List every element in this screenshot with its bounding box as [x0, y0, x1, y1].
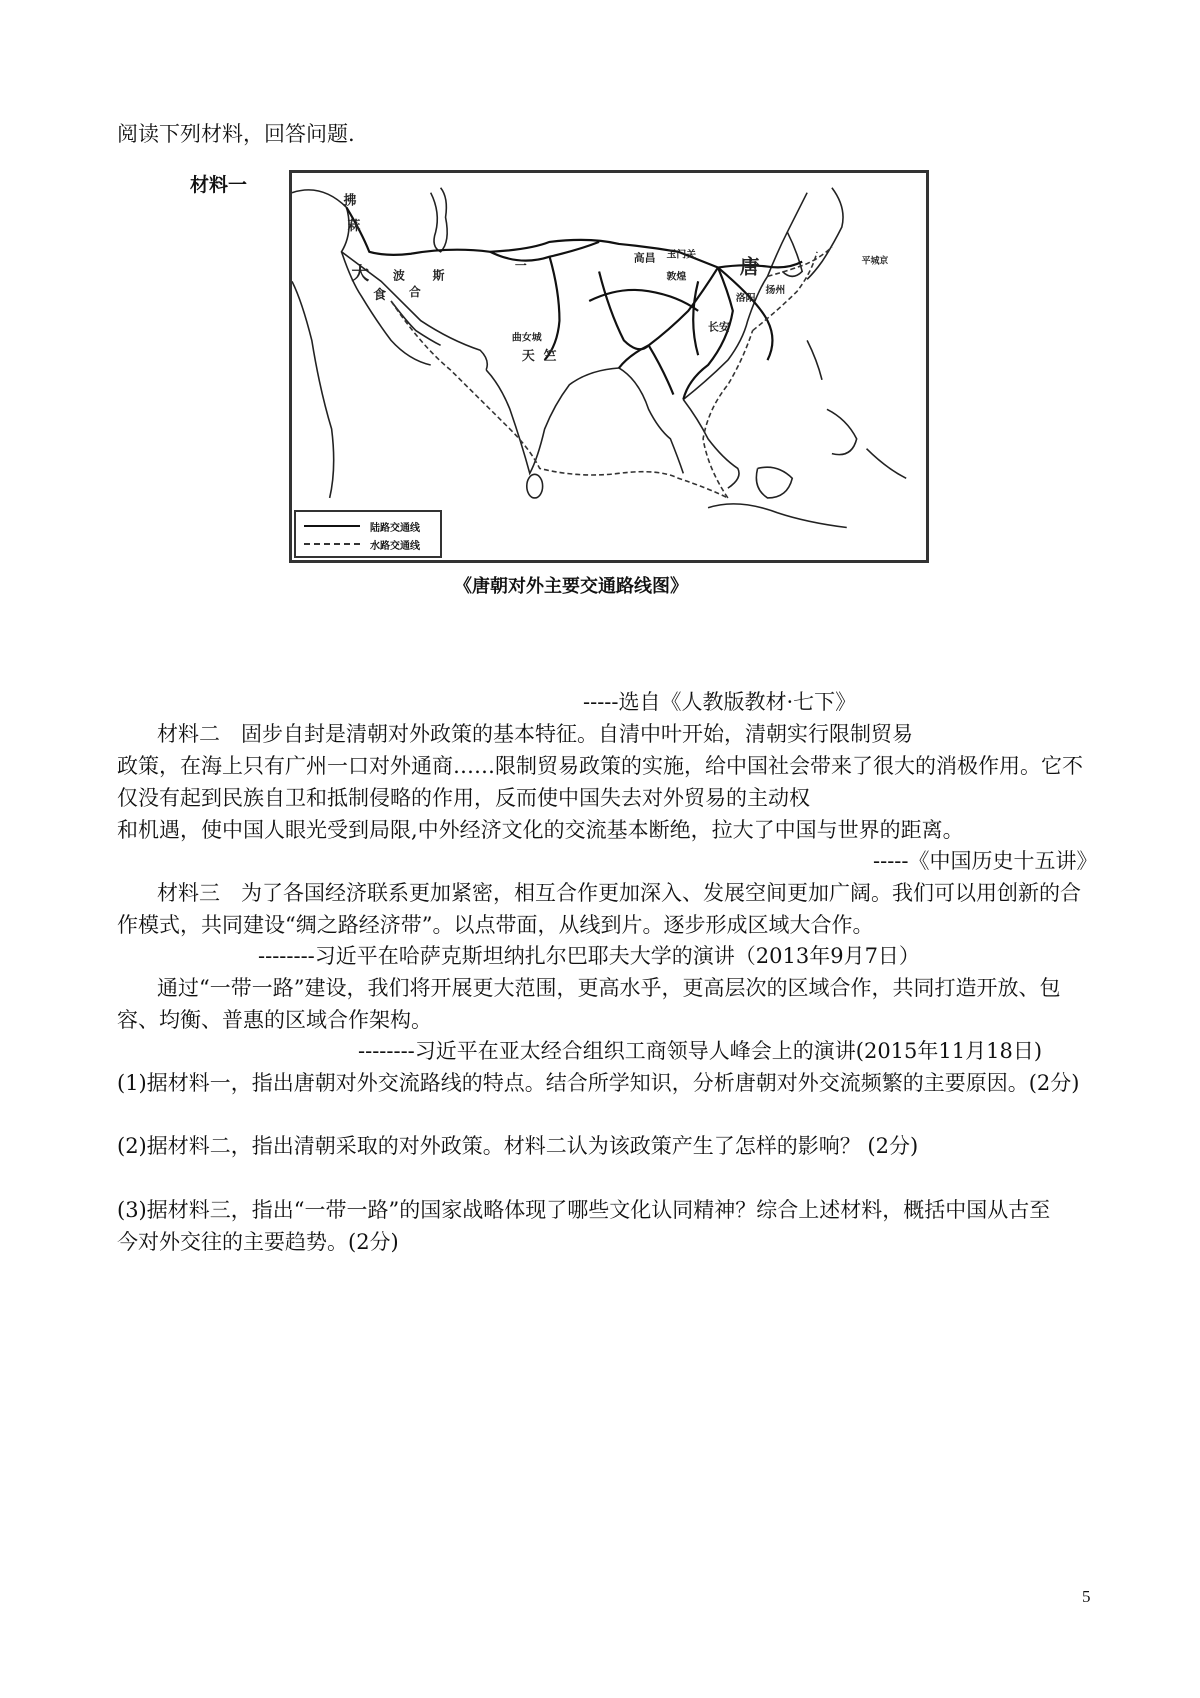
- legend-water-label: 水路交通线: [370, 540, 420, 552]
- material3-para2-line-2: 容、均衡、普惠的区域合作架构。: [117, 1008, 432, 1032]
- label-yangzhou: 扬州: [765, 285, 786, 297]
- material3-para2-line-1: 通过“一带一路”建设，我们将开展更大范围，更高水乎，更高层次的区域合作，共同打造开放、包: [157, 976, 1061, 1000]
- material2-source: -----《中国历史十五讲》: [873, 849, 1098, 873]
- question-1: (1)据材料一，指出唐朝对外交流路线的特点。结合所学知识，分析唐朝对外交流频繁的主要原因。(2分): [117, 1071, 1080, 1095]
- map-caption: 《唐朝对外主要交通路线图》: [454, 576, 688, 597]
- legend-water-row: [304, 536, 436, 552]
- question-2: (2)据材料二，指出清朝采取的对外政策。材料二认为该政策产生了怎样的影响？ (2分): [117, 1134, 919, 1158]
- label-he: 合: [408, 285, 421, 300]
- label-tang: 唐: [739, 255, 760, 279]
- label-gaochang: 高昌: [633, 251, 656, 265]
- label-luoyang: 洛阳: [735, 293, 756, 305]
- question-3-line-2: 今对外交往的主要趋势。(2分): [117, 1230, 399, 1254]
- material3-para1-line-1: 材料三 为了各国经济联系更加紧密，相互合作更加深入、发展空间更加广阔。我们可以用创新的合: [157, 881, 1081, 905]
- material1-label: 材料一: [190, 174, 248, 196]
- material3-source-2: --------习近平在亚太经合组织工商领导人峰会上的演讲(2015年11月18日): [358, 1039, 1043, 1063]
- legend-land-row: [304, 518, 436, 534]
- material3-para1-line-2: 作模式，共同建设“绸之路经济带”。以点带面，从线到片。逐步形成区域大合作。: [117, 913, 874, 937]
- water-route-line: [304, 543, 360, 545]
- material2-line-1: 材料二 固步自封是清朝对外政策的基本特征。自清中叶开始，清朝实行限制贸易: [157, 722, 913, 746]
- label-si: 斯: [432, 268, 445, 283]
- map-legend: [294, 510, 442, 558]
- label-qunvcheng: 曲女城: [511, 332, 542, 344]
- land-route-line: [304, 525, 360, 527]
- label-fu: 拂: [343, 193, 357, 209]
- label-zhu: 竺: [543, 349, 557, 365]
- label-changan: 长安: [708, 320, 730, 334]
- material1-source: -----选自《人教版教材·七下》: [583, 690, 857, 714]
- instruction-text: 阅读下列材料，回答问题.: [117, 122, 355, 146]
- label-yumenguan: 玉门关: [666, 249, 697, 261]
- legend-land-label: 陆路交通线: [370, 522, 420, 534]
- label-shi: 食: [373, 288, 387, 304]
- label-lin: 菻: [347, 219, 361, 235]
- label-da: 大: [351, 264, 370, 285]
- map-drawing: [292, 173, 926, 560]
- question-3-line-1: (3)据材料三，指出“一带一路”的国家战略体现了哪些文化认同精神？综合上述材料，概括中国从古至: [117, 1198, 1051, 1222]
- tang-route-map: [289, 170, 929, 563]
- label-tian: 天: [521, 349, 535, 365]
- label-bo: 波: [393, 268, 405, 283]
- label-dunhuang: 敦煌: [666, 271, 687, 283]
- material2-line-4: 和机遇，使中国人眼光受到局限,中外经济文化的交流基本断绝，拉大了中国与世界的距离。: [117, 818, 964, 842]
- label-pingcheng: 平城京: [861, 256, 889, 267]
- page-number: 5: [1082, 1587, 1091, 1606]
- material2-line-3: 仅没有起到民族自卫和抵制侵略的作用，反而使中国失去对外贸易的主动权: [117, 786, 810, 810]
- label-yi: 一: [514, 258, 527, 273]
- material2-line-2: 政策，在海上只有广州一口对外通商……限制贸易政策的实施，给中国社会带来了很大的消极作用。它不: [117, 754, 1083, 778]
- material3-source-1: --------习近平在哈萨克斯坦纳扎尔巴耶夫大学的演讲（2013年9月7日）: [258, 944, 920, 968]
